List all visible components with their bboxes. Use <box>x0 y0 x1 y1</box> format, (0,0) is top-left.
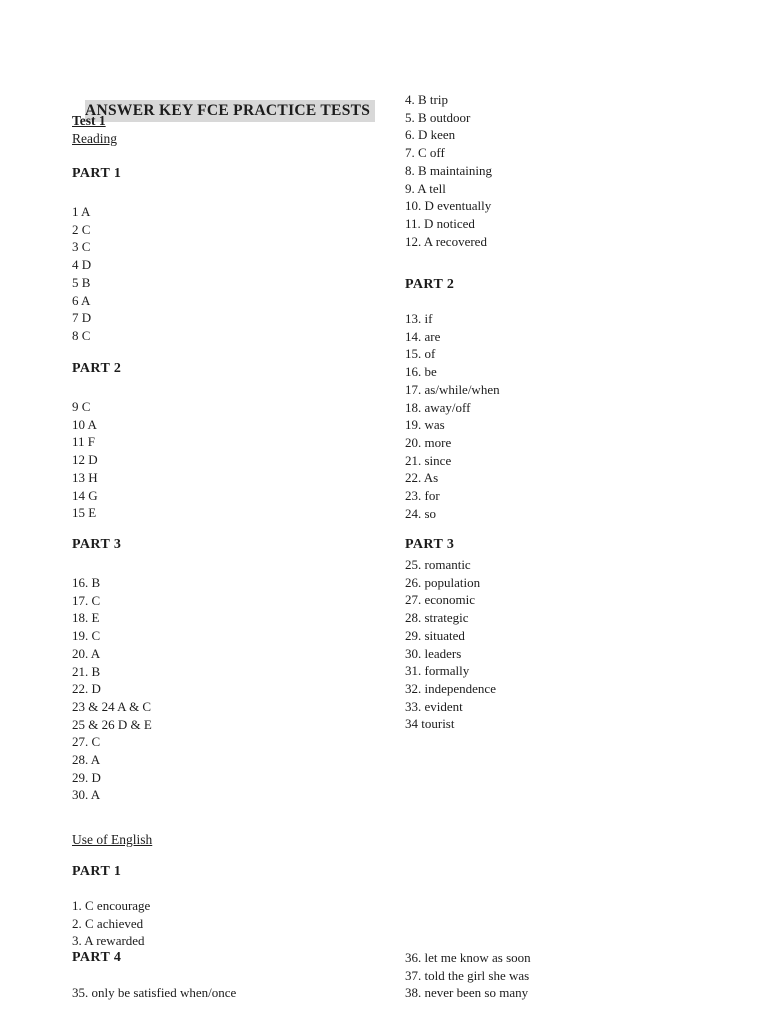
document-title: ANSWER KEY FCE PRACTICE TESTS <box>85 100 375 123</box>
answer-line: 35. only be satisfied when/once <box>72 985 237 1000</box>
answer-line: 14. are <box>405 328 441 344</box>
answer-line: 17. C <box>72 592 101 608</box>
answer-line: 22. As <box>405 470 439 486</box>
right-part2-answers <box>405 310 500 522</box>
answer-line: 13. if <box>405 311 433 326</box>
answer-line: 16. be <box>405 364 437 380</box>
answer-line: 5 B <box>72 274 91 290</box>
answer-line: 3 C <box>72 239 91 255</box>
answer-line: 3. A rewarded <box>72 933 145 949</box>
answer-line: 8. B maintaining <box>405 162 493 178</box>
answer-line: 7. C off <box>405 145 445 161</box>
part1-continued-answers <box>405 91 492 250</box>
reading-part1-heading: PART 1 <box>72 166 122 181</box>
answer-line: 24. so <box>405 505 437 521</box>
reading-part3-heading: PART 3 <box>72 537 122 552</box>
answer-line: 26. population <box>405 574 481 590</box>
answer-line: 27. C <box>72 734 101 750</box>
answer-line: 11 F <box>72 434 95 450</box>
answer-line: 2. C achieved <box>72 915 144 931</box>
right-part2-heading: PART 2 <box>405 277 455 292</box>
answer-line: 34 tourist <box>405 716 455 732</box>
answer-line: 10. D eventually <box>405 198 492 214</box>
answer-line: 15 E <box>72 505 97 521</box>
answer-line: 19. C <box>72 628 101 644</box>
answer-line: 25. romantic <box>405 557 471 572</box>
answer-line: 8 C <box>72 327 91 343</box>
answer-line: 10 A <box>72 416 97 432</box>
answer-line: 22. D <box>72 681 101 697</box>
answer-line: 16. B <box>72 575 101 590</box>
answer-line: 4. B trip <box>405 92 448 107</box>
answer-line: 6 A <box>72 292 91 308</box>
answer-line: 29. situated <box>405 627 465 643</box>
answer-line: 36. let me know as soon <box>405 950 531 965</box>
answer-line: 23 & 24 A & C <box>72 698 152 714</box>
answer-line: 21. since <box>405 452 452 468</box>
answer-line: 29. D <box>72 769 101 785</box>
use-of-english-heading: Use of English <box>72 832 153 847</box>
test-1-heading: Test 1 <box>72 113 106 128</box>
reading-part3-answers <box>72 574 152 804</box>
answer-line: 27. economic <box>405 592 476 608</box>
answer-line: 14 G <box>72 487 98 503</box>
answer-line: 4 D <box>72 257 92 273</box>
answer-line: 31. formally <box>405 663 470 679</box>
answer-line: 13 H <box>72 469 98 485</box>
answer-line: 12. A recovered <box>405 233 487 249</box>
reading-part1-answers <box>72 203 91 345</box>
uoe-part4-answers <box>72 984 236 1002</box>
right-part3-heading: PART 3 <box>405 537 455 552</box>
answer-line: 28. A <box>72 752 101 768</box>
document-title-block <box>72 82 375 140</box>
answer-line: 11. D noticed <box>405 215 475 231</box>
answer-line: 21. B <box>72 663 101 679</box>
answer-line: 28. strategic <box>405 610 469 626</box>
answer-line: 32. independence <box>405 680 496 696</box>
answer-line: 19. was <box>405 417 445 433</box>
reading-part2-heading: PART 2 <box>72 361 122 376</box>
answer-line: 18. E <box>72 610 100 626</box>
reading-section-heading: Reading <box>72 131 117 146</box>
answer-line: 17. as/while/when <box>405 381 500 397</box>
answer-line: 20. A <box>72 645 101 661</box>
uoe-part1-heading: PART 1 <box>72 864 122 879</box>
uoe-part1-answers <box>72 897 150 950</box>
answer-line: 1. C encourage <box>72 898 151 913</box>
part4-continued-answers <box>405 949 531 1002</box>
answer-line: 6. D keen <box>405 127 456 143</box>
reading-part2-answers <box>72 398 98 522</box>
answer-line: 15. of <box>405 346 436 362</box>
answer-line: 2 C <box>72 221 91 237</box>
right-part3-answers <box>405 556 496 733</box>
answer-line: 25 & 26 D & E <box>72 716 152 732</box>
answer-line: 23. for <box>405 488 440 504</box>
answer-line: 7 D <box>72 310 92 326</box>
answer-line: 33. evident <box>405 698 463 714</box>
answer-line: 38. never been so many <box>405 985 529 1001</box>
answer-line: 9. A tell <box>405 180 446 196</box>
answer-line: 30. leaders <box>405 645 462 661</box>
answer-line: 20. more <box>405 434 452 450</box>
answer-line: 12 D <box>72 452 98 468</box>
answer-line: 9 C <box>72 399 91 414</box>
answer-line: 37. told the girl she was <box>405 967 530 983</box>
uoe-part4-heading: PART 4 <box>72 950 122 965</box>
answer-line: 30. A <box>72 787 101 803</box>
answer-line: 1 A <box>72 204 91 219</box>
answer-line: 18. away/off <box>405 399 471 415</box>
answer-line: 5. B outdoor <box>405 109 471 125</box>
